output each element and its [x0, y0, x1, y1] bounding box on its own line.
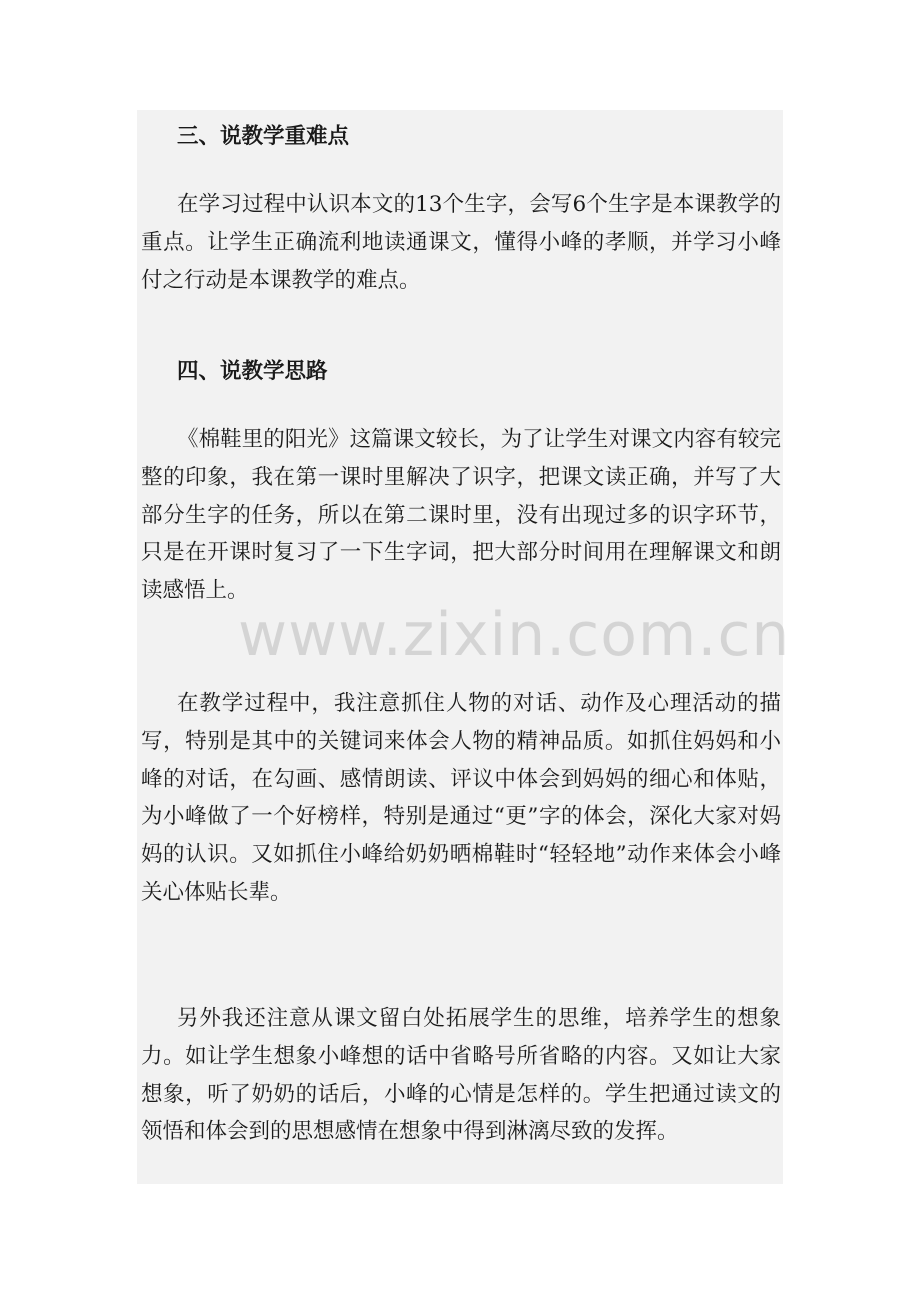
paragraph-teaching-approach-1: 《棉鞋里的阳光》这篇课文较长，为了让学生对课文内容有较完整的印象，我在第一课时里解决了识字，把课文读正确，并写了大部分生字的任务，所以在第二课时里，没有出现过多的识字环节，只是在开课时复习了一下生字词，把大部分时间用在理解课文和朗读感悟上。 — [141, 427, 781, 604]
section-heading-key-points: 三、说教学重难点 — [177, 124, 350, 149]
paragraph-teaching-approach-2: 在教学过程中，我注意抓住人物的对话、动作及心理活动的描写，特别是其中的关键词来体会人物的精神品质。如抓住妈妈和小峰的对话，在勾画、感情朗读、评议中体会到妈妈的细心和体贴，为小峰做了一个好榜样，特别是通过“更”字的体会，深化大家对妈妈的认识。又如抓住小峰给奶奶晒棉鞋时“轻轻地”动作来体会小峰关心体贴长辈。 — [141, 691, 781, 905]
section-heading-teaching-approach: 四、说教学思路 — [177, 359, 328, 384]
paragraph-key-points: 在学习过程中认识本文的13个生字，会写6个生字是本课教学的重点。让学生正确流利地读通课文，懂得小峰的孝顺，并学习小峰付之行动是本课教学的难点。 — [141, 192, 781, 293]
paragraph-teaching-approach-3: 另外我还注意从课文留白处拓展学生的思维，培养学生的想象力。如让学生想象小峰想的话中省略号所省略的内容。又如让大家想象，听了奶奶的话后，小峰的心情是怎样的。学生把通过读文的领悟和体会到的思想感情在想象中得到淋漓尽致的发挥。 — [141, 1006, 781, 1145]
watermark: www.zixin.com.cn — [238, 600, 791, 670]
